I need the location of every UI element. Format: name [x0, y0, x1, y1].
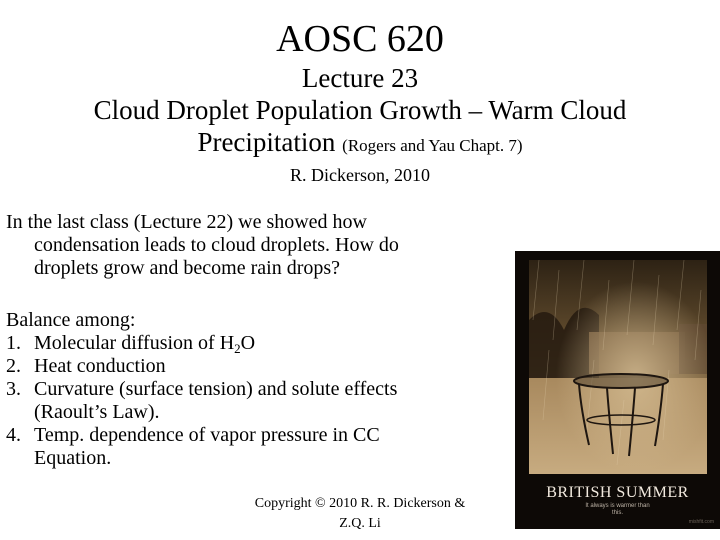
lecture-number: Lecture 23: [301, 63, 419, 93]
poster-caption-line: this.: [611, 510, 623, 516]
poster-site-credit: mishfit.com: [688, 519, 714, 525]
lecture-title-line1: Cloud Droplet Population Growth – Warm Cloud: [93, 95, 627, 125]
balance-heading: Balance among:: [6, 309, 136, 331]
item-number: 4.: [6, 424, 21, 446]
list-item: [6, 378, 486, 401]
author-line: R. Dickerson, 2010: [290, 165, 430, 185]
copyright-line: Copyright © 2010 R. R. Dickerson &: [254, 496, 466, 511]
list-item-continuation: Equation.: [34, 447, 112, 469]
poster-caption-line: It always is warmer than: [585, 503, 650, 509]
poster-title: BRITISH SUMMER: [546, 484, 689, 501]
british-summer-poster: [515, 251, 720, 529]
rainy-table-photo: [529, 260, 707, 474]
copyright-line: Z.Q. Li: [339, 516, 381, 531]
item-number: 3.: [6, 378, 21, 400]
intro-line: In the last class (Lecture 22) we showed how: [6, 211, 367, 233]
list-item: [6, 424, 486, 447]
item-number: 2.: [6, 355, 21, 377]
intro-line: condensation leads to cloud droplets. How do: [34, 234, 399, 256]
item-text: Heat conduction: [34, 355, 166, 377]
list-item: [6, 355, 486, 378]
course-title: AOSC 620: [276, 18, 444, 60]
item-text-end: O: [240, 332, 256, 354]
list-item: [6, 332, 486, 355]
copyright-notice: [244, 494, 476, 534]
item-number: 1.: [6, 332, 21, 354]
subscript: 2: [234, 341, 241, 356]
lecture-title-line2: [0, 126, 720, 162]
balance-list: [6, 309, 486, 470]
list-item-continuation: (Raoult’s Law).: [34, 401, 160, 423]
item-text: Temp. dependence of vapor pressure in CC: [34, 424, 380, 446]
lecture-title-continued: Precipitation: [197, 127, 343, 157]
item-text: Curvature (surface tension) and solute effects: [34, 378, 398, 400]
intro-paragraph: [6, 211, 486, 280]
poster-caption: [515, 503, 720, 517]
intro-line: droplets grow and become rain drops?: [34, 257, 341, 279]
textbook-reference: (Rogers and Yau Chapt. 7): [342, 136, 523, 155]
item-text: Molecular diffusion of H: [34, 332, 235, 354]
